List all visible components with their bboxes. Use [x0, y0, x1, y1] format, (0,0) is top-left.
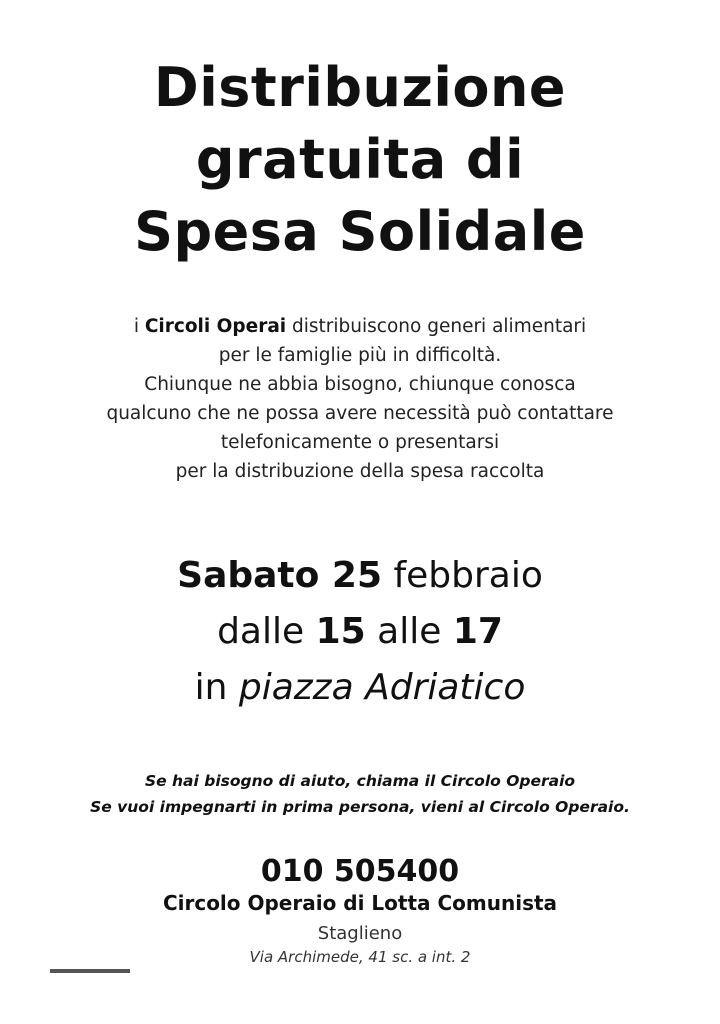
title-line-1: Distribuzione: [153, 56, 567, 119]
street-address: Via Archimede, 41 sc. a int. 2: [249, 948, 471, 966]
event-place-prefix: in: [194, 667, 239, 708]
event-details: [0, 548, 720, 716]
appeal-line-1: Se hai bisogno di aiuto, chiama il Circolo Operaio: [144, 772, 576, 790]
intro-line-4: qualcuno che ne possa avere necessità può contattare: [106, 403, 614, 424]
title-line-3: Spesa Solidale: [134, 200, 586, 263]
event-to-word: alle: [365, 611, 453, 652]
event-place: piazza Adriatico: [238, 667, 526, 708]
event-to-hour: 17: [452, 611, 503, 652]
intro-paragraph: [0, 312, 720, 486]
circoli-operai-label: Circoli Operai: [144, 316, 287, 337]
intro-prefix: i: [133, 316, 145, 337]
event-day: Sabato 25: [177, 555, 382, 596]
intro-suffix: distribuiscono generi alimentari: [286, 316, 587, 337]
phone-number: 010 505400: [260, 854, 460, 889]
appeal-line-2: Se vuoi impegnarti in prima persona, vieni al Circolo Operaio.: [90, 798, 630, 816]
intro-line-5: telefonicamente o presentarsi: [220, 432, 500, 453]
event-location: [0, 660, 720, 716]
intro-line-6: per la distribuzione della spesa raccolta: [175, 461, 545, 482]
decorative-rule: [50, 969, 130, 973]
event-from-word: dalle: [217, 611, 316, 652]
event-month: febbraio: [382, 555, 543, 596]
event-time: [0, 604, 720, 660]
event-from-hour: 15: [315, 611, 366, 652]
event-date: [0, 548, 720, 604]
flyer-title: [0, 52, 720, 268]
appeal-text: [0, 768, 720, 820]
intro-line-1: [0, 312, 720, 341]
intro-line-3: Chiunque ne abbia bisogno, chiunque conosca: [144, 374, 576, 395]
locality-name: Staglieno: [317, 923, 403, 944]
organization-name: Circolo Operaio di Lotta Comunista: [162, 891, 558, 915]
title-line-2: gratuita di: [195, 128, 525, 191]
intro-line-2: per le famiglie più in difficoltà.: [218, 345, 502, 366]
